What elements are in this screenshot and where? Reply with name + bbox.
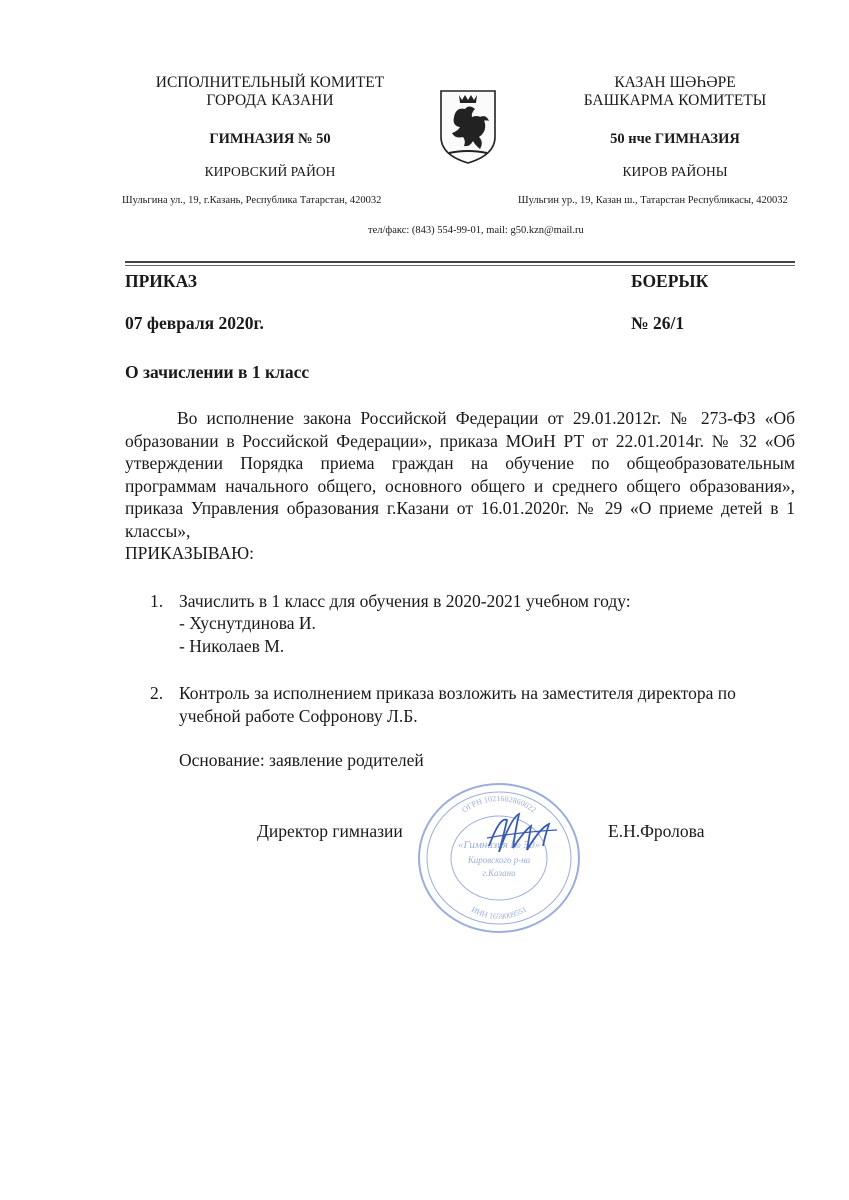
- item-2-number: 2.: [150, 683, 164, 703]
- header-right-org-line1: КАЗАН ШӘҺӘРЕ: [614, 74, 736, 91]
- header-left-district: КИРОВСКИЙ РАЙОН: [204, 164, 336, 179]
- order-number: № 26/1: [631, 313, 685, 333]
- header-right-org: [520, 74, 830, 110]
- item-2-text: Контроль за исполнением приказа возложить на заместителя директора по учебной работе Софронову Л.Б.: [179, 683, 736, 726]
- header-right-district: КИРОВ РАЙОНЫ: [622, 164, 728, 179]
- order-title-ru: ПРИКАЗ: [125, 271, 198, 291]
- order-preamble: Во исполнение закона Российской Федерации от 29.01.2012г. № 273-ФЗ «Об образовании в Российской Федерации», приказа МОиН РТ от 22.01.2014г. № 32 «Об утверждении Порядка приема граждан на обучение по общеобразовательным программам начального общего, основного общего и среднего общего образования», приказа Управления образования г.Казани от 16.01.2020г. № 29 «О приеме детей в 1 классы»,: [125, 408, 795, 541]
- header-left-org-line1: ИСПОЛНИТЕЛЬНЫЙ КОМИТЕТ: [155, 74, 385, 91]
- header-contacts: тел/факс: (843) 554-99-01, mail: g50.kzn@mail.ru: [368, 225, 584, 236]
- header-left-address: Шульгина ул., 19, г.Казань, Республика Татарстан, 420032: [122, 195, 382, 206]
- director-signature-icon: [485, 808, 560, 863]
- header-divider: [125, 261, 795, 263]
- stamp-center-text: «Гимназия № 50»: [457, 839, 541, 851]
- order-date: 07 февраля 2020г.: [125, 313, 264, 333]
- order-title-tt: БОЕРЫК: [631, 271, 709, 291]
- header-right-school: 50 нче ГИМНАЗИЯ: [610, 131, 740, 147]
- item-1-name-2: - Николаев М.: [179, 636, 285, 656]
- stamp-ogrn-text: ОГРН 1021602860022: [460, 793, 538, 815]
- header-divider-thin: [125, 265, 795, 266]
- svg-text:ИНН 1659009551: [470, 905, 528, 921]
- item-1-name-1: - Хуснутдинова И.: [179, 613, 316, 633]
- header-right-address: Шульгин ур., 19, Казан ш., Татарстан Республикасы, 420032: [518, 195, 788, 206]
- header-left-school: ГИМНАЗИЯ № 50: [209, 131, 331, 147]
- signature-position: Директор гимназии: [257, 821, 403, 841]
- kazan-coat-of-arms-icon: [437, 87, 499, 165]
- signature-name: Е.Н.Фролова: [608, 821, 705, 841]
- header-left-org-line2: ГОРОДА КАЗАНИ: [206, 92, 334, 109]
- header-right-org-line2: БАШКАРМА КОМИТЕТЫ: [583, 92, 767, 109]
- stamp-district-text: Кировского р-на: [467, 855, 531, 865]
- item-1-text: Зачислить в 1 класс для обучения в 2020-2021 учебном году:: [179, 591, 631, 611]
- header-left-org: [120, 74, 420, 110]
- stamp-city-text: г.Казани: [482, 868, 516, 878]
- item-1-number: 1.: [150, 591, 164, 611]
- order-basis: Основание: заявление родителей: [179, 750, 424, 770]
- order-command: ПРИКАЗЫВАЮ:: [125, 543, 254, 563]
- stamp-inn-text: ИНН 1659009551: [469, 904, 529, 922]
- order-subject: О зачислении в 1 класс: [125, 362, 310, 382]
